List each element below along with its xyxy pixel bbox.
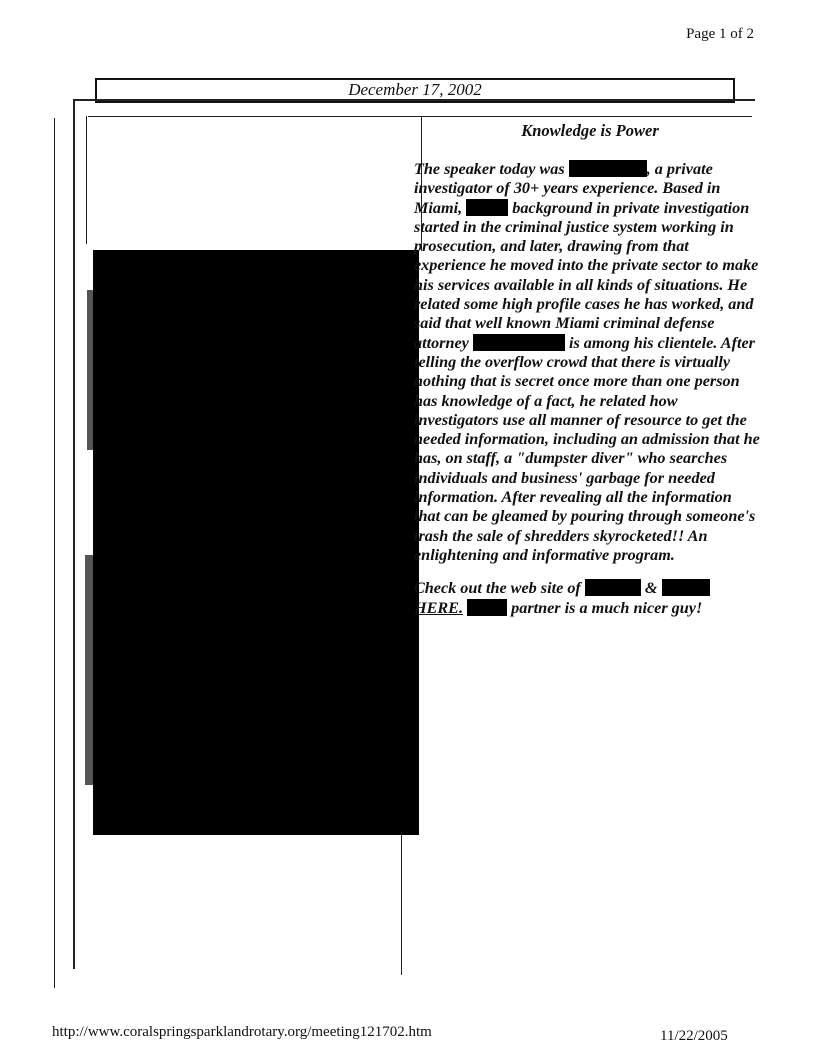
article-title: Knowledge is Power (521, 121, 659, 140)
scan-artifact (87, 290, 93, 450)
footer-date: 11/22/2005 (660, 1028, 728, 1044)
body-text: , a private investigator of 30+ years experience. Based in Miami, (414, 160, 721, 217)
redacted-photo (93, 250, 419, 835)
redaction-box (585, 579, 641, 596)
redaction-box (466, 199, 508, 216)
article-body (414, 160, 760, 618)
redaction-box (473, 334, 565, 351)
scan-artifact (85, 555, 93, 785)
body-text: partner is a much nicer guy! (511, 598, 703, 617)
frame-inner-left-line (86, 116, 87, 244)
website-link[interactable]: HERE. (414, 598, 464, 617)
article-paragraph (414, 160, 760, 565)
frame-top-line (75, 99, 755, 101)
body-text: is among his clientele. After telling the overflow crowd that there is virtually nothing that is secret once more than one person has knowledge of a fact, he related how investigators use all manner of resource to get the needed information, including an admission that he has, on staff, a "dumpster diver" who searches individuals and business' garbage for needed information. After revealing all the information that can be gleamed by pouring through someone's trash the sale of shredders skyrocketed!! An enlightening and informative program. (414, 333, 760, 564)
page-number: Page 1 of 2 (686, 26, 754, 42)
frame-outer-left-line (54, 118, 55, 988)
redaction-box (569, 160, 647, 177)
redaction-box (662, 579, 710, 596)
body-text: background in private investigation started in the criminal justice system working in prosecution, and later, drawing from that experience he moved into the private sector to make his services available in all kinds of situations. He related some high profile cases he has worked, and said that well known Miami criminal defense attorney (414, 198, 759, 352)
column-divider-lower (401, 835, 402, 975)
body-text: Check out the web site of (414, 579, 581, 598)
frame-inner-top-line (88, 116, 752, 117)
article-paragraph (414, 579, 760, 618)
frame-left-line (73, 99, 75, 969)
footer-url: http://www.coralspringsparklandrotary.org/meeting121702.htm (52, 1024, 432, 1040)
body-text: The speaker today was (414, 160, 565, 178)
redaction-box (467, 599, 507, 616)
body-text: & (644, 579, 658, 598)
date-banner: December 17, 2002 (95, 78, 735, 103)
